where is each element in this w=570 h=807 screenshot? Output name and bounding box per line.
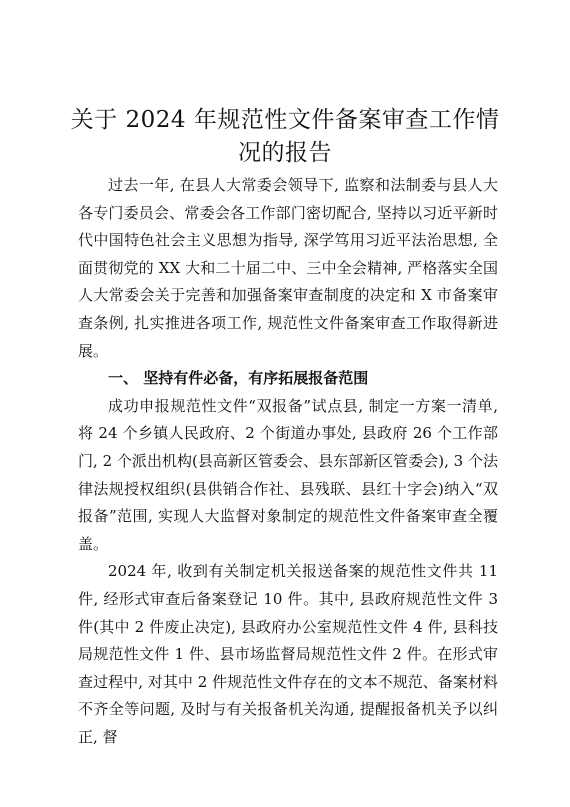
paragraph-2024-statistics: 2024 年, 收到有关制定机关报送备案的规范性文件共 11 件, 经形式审查后备案登记 10 件。其中, 县政府规范性文件 3 件(其中 2 件废止决定), 县政府办公室规范性文件 4 件, 县科技局规范性文件 1 件、县市场监督局规范性文件 2 件。在形式审查过程中, 对其中 2 件规范性文件存在的文本不规范、备案材料不齐全等问题, 及时与有关报备机关沟通, 提醒报备机关予以纠正, 督	[78, 562, 498, 746]
document-title: 关于 2024 年规范性文件备案审查工作情况的报告	[70, 107, 500, 166]
paragraph-dual-filing: 成功申报规范性文件“双报备”试点县, 制定一方案一清单, 将 24 个乡镇人民政府、2 个街道办事处, 县政府 26 个工作部门, 2 个派出机构(县高新区管委会、县东部新区管委会), 3 个法律法规授权组织(县供销合作社、县残联、县红十字会)纳入“双报备”范围, 实现人大监督对象制定的规范性文件备案审查全覆盖。	[78, 396, 498, 553]
paragraph-intro: 过去一年, 在县人大常委会领导下, 监察和法制委与县人大各专门委员会、常委会各工作部门密切配合, 坚持以习近平新时代中国特色社会主义思想为指导, 深学笃用习近平法治思想, 全面贯彻党的 XX 大和二十届二中、三中全会精神, 严格落实全国人大常委会关于完善和加强备案审查制度的决定和 X 市备案审查条例, 扎实推进各项工作, 规范性文件备案审查工作取得新进展。	[78, 176, 498, 360]
section-heading-1: 一、 坚持有件必备，有序拓展报备范围	[108, 369, 369, 388]
document-body	[78, 172, 498, 751]
